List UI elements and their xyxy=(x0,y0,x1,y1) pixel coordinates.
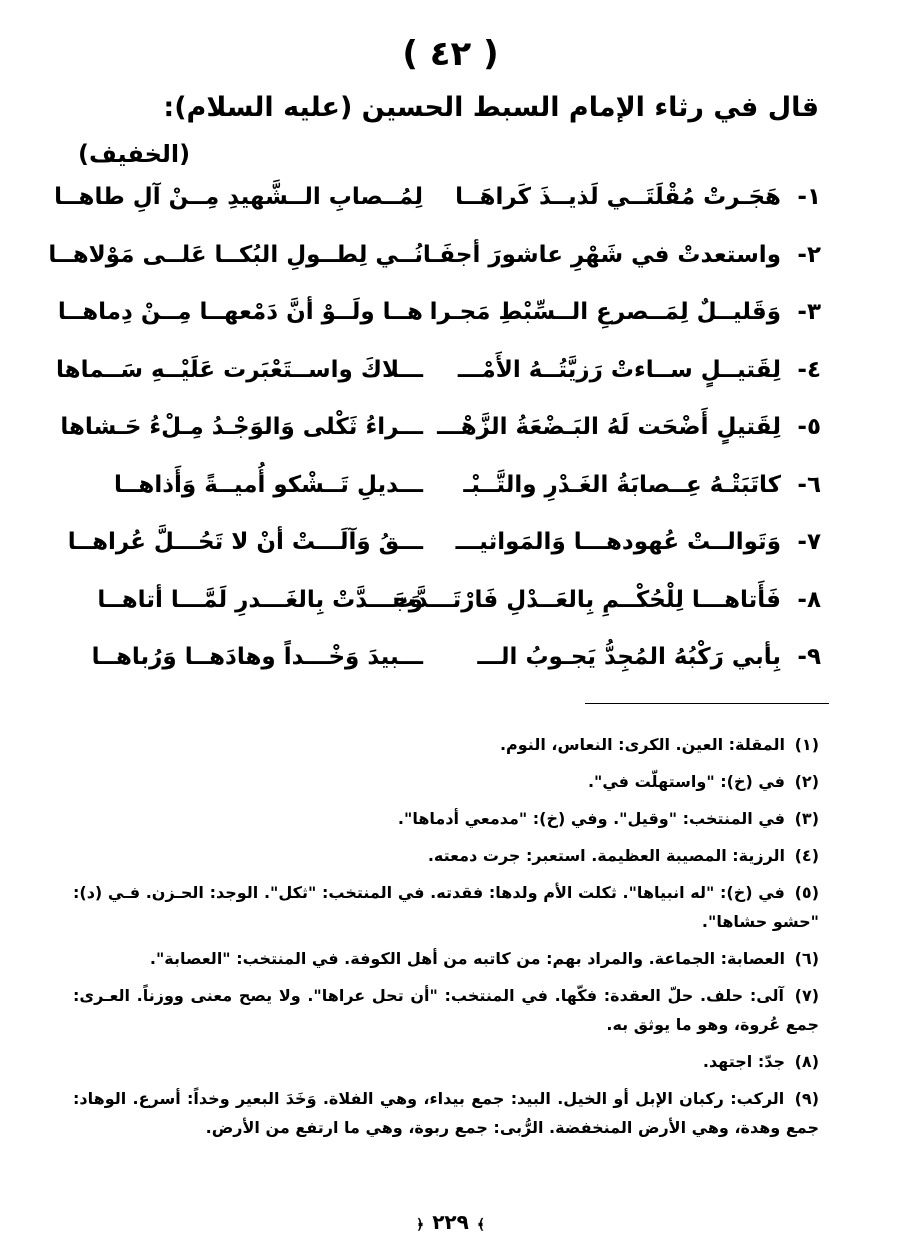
verse-number: ١- xyxy=(797,184,821,210)
verse-number: ٤- xyxy=(797,356,821,383)
footnote-text: جدّ: اجتهد. xyxy=(702,1052,786,1071)
verse-number: ٨- xyxy=(797,586,821,613)
footnote-number: (٧) xyxy=(794,986,820,1005)
verse-second-hemistich: وَجَـــدَّتْ بِالغَـــدرِ لَمَّـــا أتاهــا xyxy=(97,586,423,613)
verse-second-hemistich: هــا ولَــوْ أنَّ دَمْعهــا مِــنْ دِماهــا xyxy=(57,299,423,325)
verse-second-hemistich: ـــديلِ تَــشْكو أُميــةً وَأَذاهــا xyxy=(114,471,423,498)
footnote-number: (٩) xyxy=(794,1089,819,1108)
verse-9 xyxy=(0,644,901,702)
verse-second-hemistich: ـــبيدَ وَخْـــداً وهادَهــا وَرُباهــا xyxy=(91,644,423,670)
verse-first-hemistich: كاتَبَتْـهُ عِــصابَةُ الغَـدْرِ والتَّــبْـ xyxy=(463,471,781,498)
verse-first-hemistich: واستعدتْ في شَهْرِ عاشورَ أجفَـا xyxy=(422,241,781,268)
verse-4 xyxy=(0,357,901,415)
verse-8 xyxy=(0,587,901,645)
footnote-6 xyxy=(73,944,819,973)
verse-3 xyxy=(0,299,901,357)
footnote-separator xyxy=(585,703,829,704)
footnote-9 xyxy=(73,1084,819,1142)
verse-first-hemistich: وَقَليــلٌ لِمَــصرعِ الــسِّبْطِ مَجـرا xyxy=(429,299,781,325)
footnote-5 xyxy=(73,878,819,936)
verse-number: ٢- xyxy=(797,241,821,268)
footnote-text: الركب: ركبان الإبل أو الخيل. البيد: جمع بيداء، وهي الفلاة. وَخَدَ البعير وخداً: أسرع. الوهاد: جمع وهدة، وهي الأرض المنخفضة. الرُّبى: جمع ربوة، وهي ما ارتفع من الأرض. xyxy=(73,1089,819,1137)
verse-second-hemistich: لِمُــصابِ الــشَّهيدِ مِــنْ آلِ طاهــا xyxy=(54,184,423,210)
verse-first-hemistich: لِقَتيــلٍ ســاءتْ رَزيَّتُــهُ الأَمْـــ xyxy=(457,356,781,383)
verse-number: ٧- xyxy=(797,529,821,555)
poem-heading: قال في رثاء الإمام السبط الحسين (عليه السلام): xyxy=(163,92,819,123)
footnote-number: (٦) xyxy=(794,949,819,968)
verse-7 xyxy=(0,529,901,587)
footnote-2 xyxy=(73,767,819,796)
footnote-number: (٥) xyxy=(794,883,819,902)
verse-first-hemistich: لِقَتيلٍ أَضْحَت لَهُ البَـضْعَةُ الزَّهْـــ xyxy=(437,414,781,440)
footnote-7 xyxy=(73,981,819,1039)
page-number: ٢٢٩ xyxy=(432,1210,469,1234)
footnote-4 xyxy=(73,841,819,870)
verse-2 xyxy=(0,242,901,300)
footnote-number: (٤) xyxy=(794,846,819,865)
verse-second-hemistich: نُــي لِطــولِ البُكــا عَلــى مَوْلاهــا xyxy=(48,241,423,268)
verse-6 xyxy=(0,472,901,530)
verse-second-hemistich: ـــلاكَ واســتَعْبَرت عَلَيْــهِ سَــماها xyxy=(56,356,423,383)
ornament-left-icon: ﴿ xyxy=(415,1217,425,1233)
footnote-number: (٢) xyxy=(794,772,819,791)
verse-number: ٣- xyxy=(797,299,821,325)
footnote-1 xyxy=(73,730,819,759)
verse-1 xyxy=(0,184,901,242)
footnote-number: (٣) xyxy=(794,809,819,828)
footnote-number: (١) xyxy=(794,735,819,754)
footnote-number: (٨) xyxy=(794,1052,819,1071)
footnote-text: الرزية: المصيبة العظيمة. استعبر: جرت دمعته. xyxy=(427,846,786,865)
verse-number: ٦- xyxy=(797,471,821,498)
footnote-text: العصابة: الجماعة. والمراد بهم: من كاتبه من أهل الكوفة. في المنتخب: "العصابة". xyxy=(149,949,786,968)
verse-first-hemistich: وَتَوالــتْ عُهودهـــا وَالمَواثيـــ xyxy=(455,529,781,555)
footnotes xyxy=(73,730,819,1150)
footnote-3 xyxy=(73,804,819,833)
poem-number: ( ٤٢ ) xyxy=(402,34,499,74)
footnote-text: آلى: حلف. حلّ العقدة: فكّها. في المنتخب: "أن تحل عراها". ولا يصح معنى ووزناً. العـرى: جمع عُروة، وهو ما يوثق به. xyxy=(73,986,819,1034)
page-footer xyxy=(0,1210,901,1234)
footnote-text: في المنتخب: "وقيل". وفي (خ): "مدمعي أدماها". xyxy=(397,809,786,828)
poem-meter: (الخفيف) xyxy=(78,140,191,168)
verse-second-hemistich: ـــراءُ ثَكْلى وَالوَجْـدُ مِـلْءُ حَـشاها xyxy=(60,414,423,440)
verse-number: ٥- xyxy=(797,414,821,440)
verse-5 xyxy=(0,414,901,472)
footnote-text: في (خ): "له انبياها". ثكلت الأم ولدها: فقدته. في المنتخب: "ثكل". الوجد: الحـزن. فـي (د): "حشو حشاها". xyxy=(73,883,819,931)
verse-first-hemistich: هَجَـرتْ مُقْلَتَــي لَذيــذَ كَراهَــا xyxy=(455,184,781,210)
verse-first-hemistich: بِأبي رَكْبُهُ المُجِدُّ يَجـوبُ الـــ xyxy=(477,644,781,670)
ornament-right-icon: ﴾ xyxy=(476,1217,486,1233)
verse-first-hemistich: فَأَتاهـــا لِلْحُكْــمِ بِالعَــدْلِ فَارْتَـــدَّت xyxy=(392,586,781,613)
verse-list xyxy=(0,184,901,702)
verse-second-hemistich: ـــقُ وَآلَـــتْ أنْ لا تَحُـــلَّ عُراهــا xyxy=(67,529,423,555)
verse-number: ٩- xyxy=(797,644,821,670)
footnote-8 xyxy=(73,1047,819,1076)
footnote-text: المقلة: العين. الكرى: النعاس، النوم. xyxy=(499,735,786,754)
footnote-text: في (خ): "واستهلّت في". xyxy=(587,772,786,791)
